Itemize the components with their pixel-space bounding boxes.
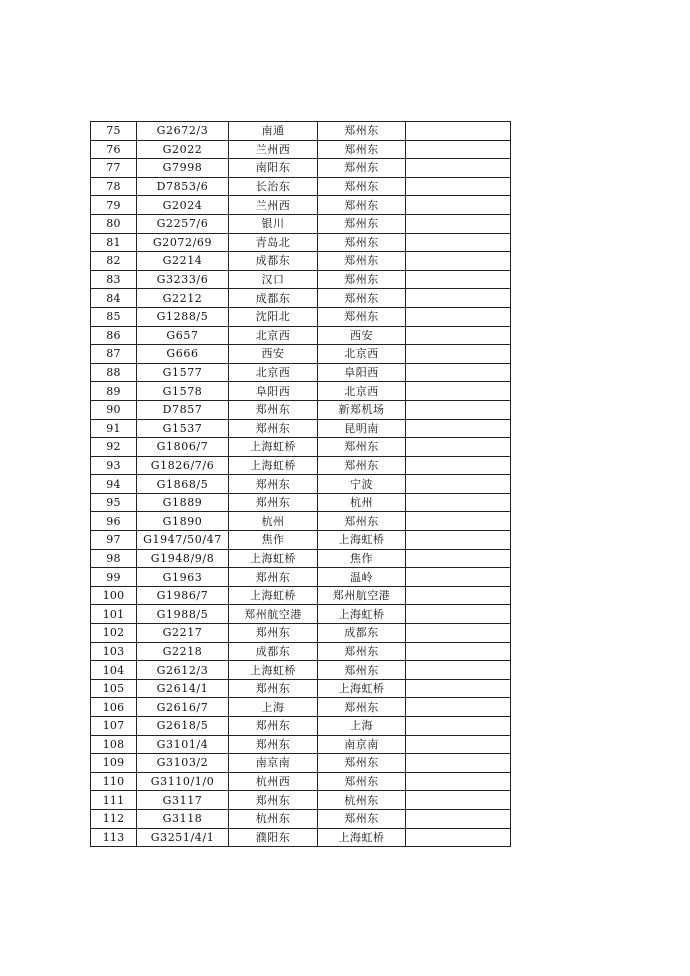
train-number-cell: G1889	[137, 493, 229, 512]
table-row	[91, 233, 511, 252]
arrival-station-cell: 郑州航空港	[318, 586, 406, 605]
table-row	[91, 735, 511, 754]
remarks-cell	[406, 661, 511, 680]
train-number-cell: G2257/6	[137, 214, 229, 233]
table-row	[91, 177, 511, 196]
train-number-cell: G2024	[137, 196, 229, 215]
arrival-station-cell: 郑州东	[318, 196, 406, 215]
departure-station-cell: 汉口	[229, 270, 318, 289]
remarks-cell	[406, 679, 511, 698]
row-number-cell: 108	[91, 735, 137, 754]
table-row	[91, 122, 511, 141]
train-number-cell: G2616/7	[137, 698, 229, 717]
remarks-cell	[406, 475, 511, 494]
arrival-station-cell: 郑州东	[318, 140, 406, 159]
departure-station-cell: 上海虹桥	[229, 586, 318, 605]
remarks-cell	[406, 289, 511, 308]
table-row	[91, 159, 511, 178]
departure-station-cell: 西安	[229, 345, 318, 364]
arrival-station-cell: 郑州东	[318, 438, 406, 457]
train-number-cell: G3233/6	[137, 270, 229, 289]
remarks-cell	[406, 512, 511, 531]
departure-station-cell: 兰州西	[229, 140, 318, 159]
departure-station-cell: 上海虹桥	[229, 456, 318, 475]
departure-station-cell: 郑州东	[229, 419, 318, 438]
row-number-cell: 91	[91, 419, 137, 438]
table-row	[91, 679, 511, 698]
departure-station-cell: 杭州东	[229, 809, 318, 828]
arrival-station-cell: 郑州东	[318, 122, 406, 141]
row-number-cell: 80	[91, 214, 137, 233]
arrival-station-cell: 郑州东	[318, 252, 406, 271]
table-row	[91, 791, 511, 810]
train-number-cell: G1947/50/47	[137, 531, 229, 550]
arrival-station-cell: 焦作	[318, 549, 406, 568]
table-row	[91, 698, 511, 717]
remarks-cell	[406, 233, 511, 252]
row-number-cell: 78	[91, 177, 137, 196]
table-row	[91, 512, 511, 531]
table-row	[91, 586, 511, 605]
arrival-station-cell: 郑州东	[318, 754, 406, 773]
arrival-station-cell: 上海	[318, 717, 406, 736]
table-row	[91, 772, 511, 791]
remarks-cell	[406, 809, 511, 828]
arrival-station-cell: 杭州东	[318, 791, 406, 810]
train-number-cell: G1806/7	[137, 438, 229, 457]
table-row	[91, 549, 511, 568]
arrival-station-cell: 西安	[318, 326, 406, 345]
departure-station-cell: 南阳东	[229, 159, 318, 178]
train-schedule-table	[90, 121, 511, 847]
row-number-cell: 93	[91, 456, 137, 475]
row-number-cell: 103	[91, 642, 137, 661]
table-row	[91, 140, 511, 159]
row-number-cell: 109	[91, 754, 137, 773]
train-number-cell: G2022	[137, 140, 229, 159]
arrival-station-cell: 郑州东	[318, 512, 406, 531]
train-number-cell: G1578	[137, 382, 229, 401]
departure-station-cell: 杭州西	[229, 772, 318, 791]
table-row	[91, 382, 511, 401]
departure-station-cell: 郑州东	[229, 624, 318, 643]
table-row	[91, 326, 511, 345]
departure-station-cell: 郑州东	[229, 679, 318, 698]
train-number-cell: G1988/5	[137, 605, 229, 624]
table-row	[91, 642, 511, 661]
arrival-station-cell: 南京南	[318, 735, 406, 754]
row-number-cell: 75	[91, 122, 137, 141]
departure-station-cell: 上海	[229, 698, 318, 717]
table-row	[91, 624, 511, 643]
table-row	[91, 345, 511, 364]
row-number-cell: 111	[91, 791, 137, 810]
row-number-cell: 99	[91, 568, 137, 587]
arrival-station-cell: 郑州东	[318, 233, 406, 252]
row-number-cell: 83	[91, 270, 137, 289]
table-row	[91, 363, 511, 382]
departure-station-cell: 银川	[229, 214, 318, 233]
row-number-cell: 101	[91, 605, 137, 624]
remarks-cell	[406, 642, 511, 661]
remarks-cell	[406, 772, 511, 791]
row-number-cell: 104	[91, 661, 137, 680]
departure-station-cell: 焦作	[229, 531, 318, 550]
remarks-cell	[406, 159, 511, 178]
arrival-station-cell: 阜阳西	[318, 363, 406, 382]
row-number-cell: 94	[91, 475, 137, 494]
table-row	[91, 568, 511, 587]
arrival-station-cell: 郑州东	[318, 289, 406, 308]
train-number-cell: G3118	[137, 809, 229, 828]
row-number-cell: 81	[91, 233, 137, 252]
row-number-cell: 100	[91, 586, 137, 605]
row-number-cell: 112	[91, 809, 137, 828]
row-number-cell: 87	[91, 345, 137, 364]
arrival-station-cell: 上海虹桥	[318, 605, 406, 624]
row-number-cell: 110	[91, 772, 137, 791]
arrival-station-cell: 郑州东	[318, 698, 406, 717]
arrival-station-cell: 郑州东	[318, 159, 406, 178]
remarks-cell	[406, 307, 511, 326]
table-row	[91, 307, 511, 326]
train-number-cell: G7998	[137, 159, 229, 178]
remarks-cell	[406, 531, 511, 550]
departure-station-cell: 郑州东	[229, 493, 318, 512]
remarks-cell	[406, 754, 511, 773]
remarks-cell	[406, 382, 511, 401]
train-number-cell: G2614/1	[137, 679, 229, 698]
departure-station-cell: 北京西	[229, 326, 318, 345]
row-number-cell: 79	[91, 196, 137, 215]
remarks-cell	[406, 493, 511, 512]
arrival-station-cell: 郑州东	[318, 214, 406, 233]
departure-station-cell: 郑州航空港	[229, 605, 318, 624]
remarks-cell	[406, 549, 511, 568]
row-number-cell: 89	[91, 382, 137, 401]
row-number-cell: 105	[91, 679, 137, 698]
departure-station-cell: 郑州东	[229, 735, 318, 754]
arrival-station-cell: 上海虹桥	[318, 531, 406, 550]
train-number-cell: D7853/6	[137, 177, 229, 196]
table-row	[91, 717, 511, 736]
train-number-cell: D7857	[137, 400, 229, 419]
remarks-cell	[406, 791, 511, 810]
arrival-station-cell: 郑州东	[318, 456, 406, 475]
train-number-cell: G2672/3	[137, 122, 229, 141]
table-row	[91, 270, 511, 289]
remarks-cell	[406, 735, 511, 754]
departure-station-cell: 成都东	[229, 252, 318, 271]
row-number-cell: 106	[91, 698, 137, 717]
departure-station-cell: 郑州东	[229, 791, 318, 810]
table-row	[91, 438, 511, 457]
remarks-cell	[406, 698, 511, 717]
departure-station-cell: 青岛北	[229, 233, 318, 252]
arrival-station-cell: 新郑机场	[318, 400, 406, 419]
remarks-cell	[406, 828, 511, 847]
table-row	[91, 828, 511, 847]
train-number-cell: G1826/7/6	[137, 456, 229, 475]
row-number-cell: 76	[91, 140, 137, 159]
train-number-cell: G1288/5	[137, 307, 229, 326]
row-number-cell: 92	[91, 438, 137, 457]
table-row	[91, 196, 511, 215]
train-number-cell: G3117	[137, 791, 229, 810]
row-number-cell: 97	[91, 531, 137, 550]
remarks-cell	[406, 177, 511, 196]
train-number-cell: G1963	[137, 568, 229, 587]
remarks-cell	[406, 214, 511, 233]
table-row	[91, 661, 511, 680]
departure-station-cell: 濮阳东	[229, 828, 318, 847]
arrival-station-cell: 成都东	[318, 624, 406, 643]
train-number-cell: G2218	[137, 642, 229, 661]
arrival-station-cell: 温岭	[318, 568, 406, 587]
departure-station-cell: 上海虹桥	[229, 549, 318, 568]
row-number-cell: 85	[91, 307, 137, 326]
row-number-cell: 98	[91, 549, 137, 568]
departure-station-cell: 郑州东	[229, 475, 318, 494]
row-number-cell: 77	[91, 159, 137, 178]
remarks-cell	[406, 605, 511, 624]
train-number-cell: G1986/7	[137, 586, 229, 605]
arrival-station-cell: 上海虹桥	[318, 828, 406, 847]
table-row	[91, 809, 511, 828]
departure-station-cell: 成都东	[229, 642, 318, 661]
row-number-cell: 88	[91, 363, 137, 382]
train-number-cell: G3251/4/1	[137, 828, 229, 847]
train-number-cell: G3103/2	[137, 754, 229, 773]
arrival-station-cell: 郑州东	[318, 642, 406, 661]
remarks-cell	[406, 438, 511, 457]
row-number-cell: 102	[91, 624, 137, 643]
remarks-cell	[406, 624, 511, 643]
remarks-cell	[406, 586, 511, 605]
train-number-cell: G3110/1/0	[137, 772, 229, 791]
arrival-station-cell: 郑州东	[318, 270, 406, 289]
departure-station-cell: 长治东	[229, 177, 318, 196]
row-number-cell: 90	[91, 400, 137, 419]
departure-station-cell: 上海虹桥	[229, 661, 318, 680]
train-number-cell: G1537	[137, 419, 229, 438]
arrival-station-cell: 上海虹桥	[318, 679, 406, 698]
table-row	[91, 214, 511, 233]
row-number-cell: 84	[91, 289, 137, 308]
departure-station-cell: 兰州西	[229, 196, 318, 215]
departure-station-cell: 上海虹桥	[229, 438, 318, 457]
train-number-cell: G2072/69	[137, 233, 229, 252]
train-number-cell: G2212	[137, 289, 229, 308]
remarks-cell	[406, 122, 511, 141]
remarks-cell	[406, 419, 511, 438]
row-number-cell: 86	[91, 326, 137, 345]
arrival-station-cell: 北京西	[318, 382, 406, 401]
arrival-station-cell: 郑州东	[318, 307, 406, 326]
arrival-station-cell: 杭州	[318, 493, 406, 512]
arrival-station-cell: 郑州东	[318, 809, 406, 828]
train-number-cell: G1890	[137, 512, 229, 531]
departure-station-cell: 北京西	[229, 363, 318, 382]
remarks-cell	[406, 252, 511, 271]
train-number-cell: G657	[137, 326, 229, 345]
train-number-cell: G2612/3	[137, 661, 229, 680]
remarks-cell	[406, 326, 511, 345]
remarks-cell	[406, 400, 511, 419]
departure-station-cell: 郑州东	[229, 568, 318, 587]
departure-station-cell: 沈阳北	[229, 307, 318, 326]
departure-station-cell: 南京南	[229, 754, 318, 773]
remarks-cell	[406, 270, 511, 289]
table-row	[91, 419, 511, 438]
remarks-cell	[406, 363, 511, 382]
table-row	[91, 605, 511, 624]
remarks-cell	[406, 345, 511, 364]
table-row	[91, 754, 511, 773]
departure-station-cell: 杭州	[229, 512, 318, 531]
train-number-cell: G666	[137, 345, 229, 364]
departure-station-cell: 成都东	[229, 289, 318, 308]
remarks-cell	[406, 568, 511, 587]
table-row	[91, 531, 511, 550]
arrival-station-cell: 北京西	[318, 345, 406, 364]
table-body	[91, 122, 511, 847]
arrival-station-cell: 昆明南	[318, 419, 406, 438]
train-number-cell: G2217	[137, 624, 229, 643]
table-row	[91, 493, 511, 512]
remarks-cell	[406, 456, 511, 475]
train-number-cell: G1868/5	[137, 475, 229, 494]
arrival-station-cell: 宁波	[318, 475, 406, 494]
row-number-cell: 96	[91, 512, 137, 531]
remarks-cell	[406, 196, 511, 215]
arrival-station-cell: 郑州东	[318, 661, 406, 680]
row-number-cell: 107	[91, 717, 137, 736]
train-number-cell: G3101/4	[137, 735, 229, 754]
train-number-cell: G1577	[137, 363, 229, 382]
departure-station-cell: 南通	[229, 122, 318, 141]
table-row	[91, 252, 511, 271]
arrival-station-cell: 郑州东	[318, 177, 406, 196]
arrival-station-cell: 郑州东	[318, 772, 406, 791]
remarks-cell	[406, 140, 511, 159]
table-row	[91, 456, 511, 475]
departure-station-cell: 阜阳西	[229, 382, 318, 401]
train-number-cell: G2618/5	[137, 717, 229, 736]
row-number-cell: 95	[91, 493, 137, 512]
train-number-cell: G2214	[137, 252, 229, 271]
departure-station-cell: 郑州东	[229, 400, 318, 419]
table-row	[91, 475, 511, 494]
table-row	[91, 289, 511, 308]
departure-station-cell: 郑州东	[229, 717, 318, 736]
table-row	[91, 400, 511, 419]
remarks-cell	[406, 717, 511, 736]
row-number-cell: 113	[91, 828, 137, 847]
train-number-cell: G1948/9/8	[137, 549, 229, 568]
row-number-cell: 82	[91, 252, 137, 271]
